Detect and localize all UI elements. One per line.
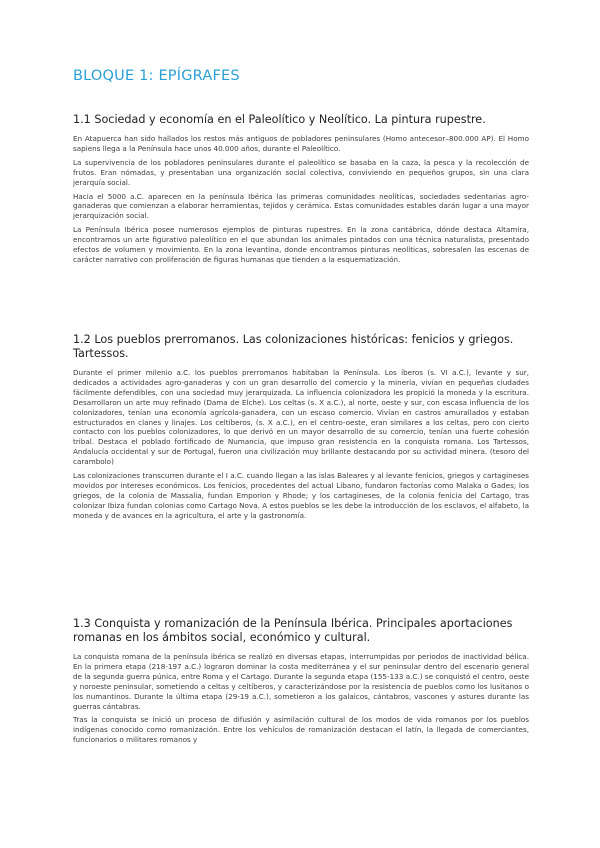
paragraph: Durante el primer milenio a.C. los pueblos prerromanos habitaban la Península. Los íberos (s. VI a.C.), levante y sur, dedicados a actividades agro-ganaderas y con un gran desarrollo del comercio y la minería, vivían en pequeñas ciudades fácilmente defendibles, con una sociedad muy jerarquizada. La influencia colonizadora les propició la moneda y la escritura. Desarrollaron un arte muy refinado (Dama de Elche). Los celtas (s. X a.C.), al norte, oeste y sur, con escasa influencia de los colonizadores, tenían una economía agrícola-ganadera, con un escaso comercio. Vivían en castros amurallados y estaban estructurados en clanes y linajes. Los celtíberos, (s. X a.C.), en el centro-oeste, eran similares a los celtas, pero con cierto contacto con los pueblos colonizadores, lo que derivó en un mayor desarrollo de su comercio, tenían una fuerte cohesión tribal. Destaca el poblado fortificado de Numancia, que impuso gran resistencia en la conquista romana. Los Tartessos, Andalucía occidental y sur de Portugal, fueron una civilización muy brillante destacando por su actividad minera. (tesoro del carambolo) bbox=[73, 368, 529, 467]
paragraph: La conquista romana de la península ibérica se realizó en diversas etapas, interrumpidas por periodos de inactividad bélica. En la primera etapa (218-197 a.C.) lograron dominar la costa mediterránea y el sur peninsular dentro del escenario general de la segunda guerra púnica, entre Roma y el Cartago. Durante la segunda etapa (155-133 a.C.) se conquistó el centro, oeste y noroeste peninsular, sometiendo a celtas y celtíberos, y caracterizándose por la resistencia de pueblos como los lusitanos o los numantinos. Durante la última etapa (29-19 a.C.), sometieron a los galaicos, cántabros, vascones y astures durante las guerras cántabras. bbox=[73, 652, 529, 711]
section-heading: 1.3 Conquista y romanización de la Península Ibérica. Principales aportaciones romanas en los ámbitos social, económico y cultural. bbox=[73, 617, 513, 644]
section-paleolitico-neolitico bbox=[73, 113, 529, 269]
paragraph: La Península Ibérica posee numerosos ejemplos de pinturas rupestres. En la zona cantábrica, dónde destaca Altamira, encontramos un arte figurativo paleolítico en el que abundan los animales pintados con una técnica naturalista, presentado efectos de volumen y movimiento. En la zona levantina, donde encontramos pinturas neolíticas, sobresalen las escenas de carácter narrativo con proliferación de figuras humanas que tienden a la esquematización. bbox=[73, 225, 529, 264]
paragraph: Las colonizaciones transcurren durante el I a.C. cuando llegan a las islas Baleares y al levante fenicios, griegos y cartagineses movidos por intereses económicos. Los fenicios, procedentes del actual Líbano, fundaron factorías como Malaka o Gades; los griegos, de la colonia de Massalia, fundan Emporion y Rhode; y los cartagineses, de la colonia fenicia del Cartago, tras colonizar Ibiza fundan colonias como Cartago Nova. A estos pueblos se les debe la introducción de los esclavos, el alfabeto, la moneda y de avances en la agricultura, el arte y la gastronomía. bbox=[73, 471, 529, 520]
paragraph: Hacia el 5000 a.C. aparecen en la península Ibérica las primeras comunidades neolíticas, sociedades sedentarias agro-ganaderas que comienzan a elaborar herramientas, tejidos y cerámica. Estas comunidades estables darán lugar a una mayor jerarquización social. bbox=[73, 191, 529, 221]
section-pueblos-prerromanos bbox=[73, 333, 529, 525]
paragraph: La supervivencia de los pobladores peninsulares durante el paleolítico se basaba en la caza, la pesca y la recolección de frutos. Eran nómadas, y presentaban una organización social colectiva, conviviendo en pequeños grupos, sin una clara jerarquía social. bbox=[73, 157, 529, 187]
section-heading: 1.1 Sociedad y economía en el Paleolítico y Neolítico. La pintura rupestre. bbox=[73, 113, 486, 126]
paragraph: En Atapuerca han sido hallados los restos más antiguos de pobladores peninsulares (Homo antecesor–800.000 AP). El Homo sapiens llega a la Península hace unos 40.000 años, durante el Paleolítico. bbox=[73, 134, 529, 153]
paragraph: Tras la conquista se inició un proceso de difusión y asimilación cultural de los modos de vida romanos por los pueblos indígenas conocido como romanización. Entre los vehículos de romanización destacan el latín, la llegada de comerciantes, funcionarios o militares romanos y bbox=[73, 715, 529, 745]
section-heading: 1.2 Los pueblos prerromanos. Las colonizaciones históricas: fenicios y griegos. Tartessos. bbox=[73, 333, 514, 360]
document-title: BLOQUE 1: EPÍGRAFES bbox=[73, 68, 240, 84]
section-conquista-romanizacion bbox=[73, 617, 529, 749]
